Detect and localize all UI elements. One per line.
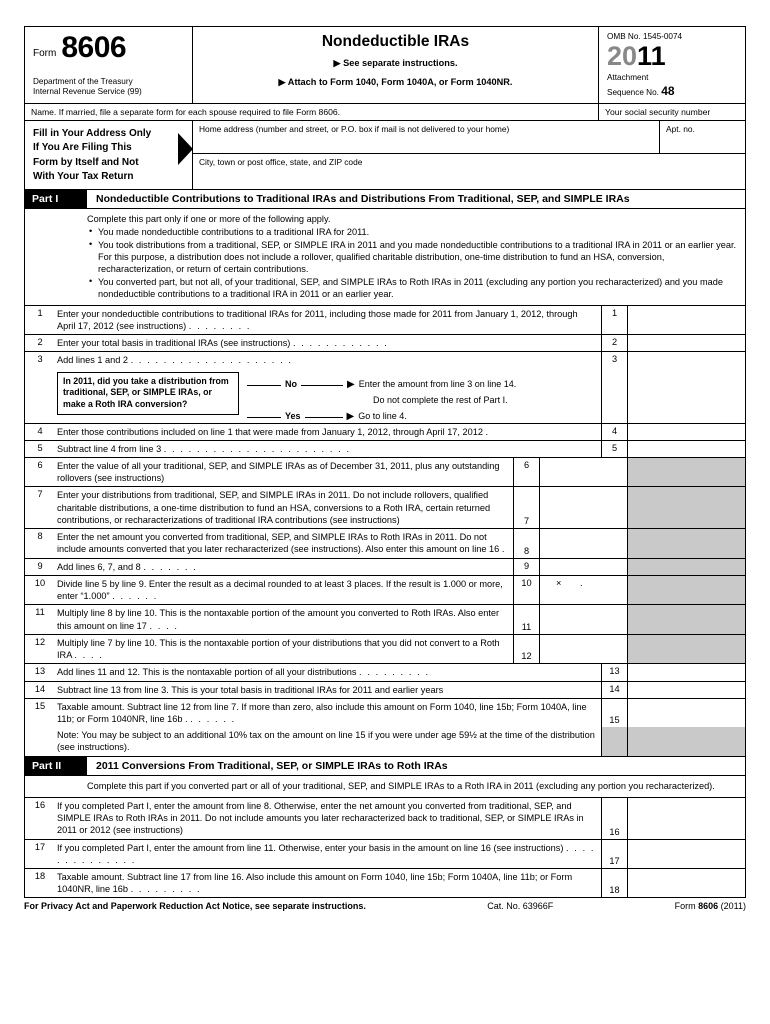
line-13-label: Add lines 11 and 12. This is the nontaxable portion of all your distributions [57, 667, 357, 678]
line-9-label: Add lines 6, 7, and 8 [57, 561, 141, 572]
line-2-label: Enter your total basis in traditional IRAs (see instructions) [57, 338, 291, 349]
form-header [24, 26, 746, 103]
line-9-shaded-cell [627, 559, 745, 575]
line-15-text [55, 699, 601, 727]
part1-note: Note: You may be subject to an additional 10% tax on the amount on line 15 if you were under age 59½ at the time of the distribution (see instructions). [57, 730, 595, 753]
line-17-text [55, 840, 601, 868]
distribution-question-row [25, 369, 745, 423]
part1-note-row [25, 727, 745, 755]
line-10-row [25, 575, 745, 604]
line-3-number: 3 [37, 354, 43, 365]
line-1-label: Enter your nondeductible contributions to traditional IRAs for 2011, including those made for 2011 from January 1, 2012, through April 17, 2012 (see instructions) [57, 308, 578, 331]
line-18-label: Taxable amount. Subtract line 17 from line 16. Also include this amount on Form 1040, line 15b; Form 1040A, line 11b; or Form 1040NR, line 16b [57, 871, 573, 895]
line-11-label: Multiply line 8 by line 10. This is the nontaxable portion of the amount you converted to Roth IRAs. Also enter this amount on line 17 [57, 608, 500, 631]
line-5-text [55, 441, 601, 457]
line-5-amount-input[interactable] [627, 441, 745, 457]
flowchart-branches [247, 371, 577, 426]
line-1-dots: . . . . . . . . [188, 320, 252, 331]
line-8-text [55, 529, 513, 557]
part1-bullet-1: • You made nondeductible contributions to a traditional IRA for 2011. [87, 226, 737, 238]
tax-year-prefix: 20 [607, 41, 638, 71]
line-2-text [55, 335, 601, 351]
tax-year-suffix: 11 [637, 41, 666, 71]
line-11-number: 11 [35, 607, 45, 618]
line-17-dots: . . . . . . . . . . . . . . [57, 842, 596, 865]
line-16-box-number: 16 [601, 798, 627, 839]
line-14-text [55, 682, 601, 698]
line-10-decimal-input[interactable] [539, 576, 627, 604]
line-13-text [55, 664, 601, 680]
line-17-amount-input[interactable] [627, 840, 745, 868]
line-2-amount-input[interactable] [627, 335, 745, 351]
line-3-text [55, 352, 601, 368]
line-15-box-number: 15 [601, 699, 627, 727]
line-1-row [25, 305, 745, 334]
line-6-number: 6 [37, 459, 43, 470]
address-instruction-line-3: Form by Itself and Not [33, 156, 139, 168]
line-9-dots: . . . . . . . [143, 561, 198, 572]
distribution-question-box: In 2011, did you take a distribution from traditional, SEP, or SIMPLE IRAs, or make a Roth IRA conversion? [57, 372, 239, 416]
line-7-amount-input[interactable] [539, 487, 627, 528]
line-14-amount-input[interactable] [627, 682, 745, 698]
name-field-label[interactable]: Name. If married, file a separate form for each spouse required to file Form 8606. [25, 104, 599, 120]
attachment-seq-number: 48 [661, 83, 675, 98]
line-8-label: Enter the net amount you converted from traditional, SEP, and SIMPLE IRAs to Roth IRAs in 2011. Do not include amounts converted that you later recharacterized (see instructions). Also enter this amount on line 16 . [57, 532, 505, 555]
arrow-right-icon: ▶ [347, 379, 355, 391]
line-11-row [25, 604, 745, 633]
line-7-row [25, 486, 745, 528]
arrow-right-icon-2: ▶ [346, 411, 355, 423]
line-4-label: Enter those contributions included on line 1 that were made from January 1, 2012, through April 17, 2012 . [57, 426, 489, 437]
line-13-box-number: 13 [601, 664, 627, 680]
line-12-dots: . . . . [74, 650, 104, 661]
line-11-box-number: 11 [513, 605, 539, 633]
line-17-number: 17 [34, 841, 46, 852]
part1-intro [25, 209, 745, 305]
flow-no-result-1: Enter the amount from line 3 on line 14. [358, 379, 517, 390]
apt-no-field[interactable]: Apt. no. [659, 121, 745, 153]
line-15-dots: . . . . . . [190, 713, 236, 724]
line-6-box-number: 6 [513, 458, 539, 486]
line-11-shaded-cell [627, 605, 745, 633]
line-2-row [25, 334, 745, 351]
no-branch-line [247, 385, 281, 386]
note-spacer [25, 727, 55, 755]
part1-bullet-3: • You converted part, but not all, of your traditional, SEP, and SIMPLE IRAs to Roth IRAs in 2011 (excluding any portion you recharacterized) and you made nondeductible contributions to a traditional IRA in 2011 or an earlier year. [87, 276, 737, 300]
line-1-number: 1 [37, 307, 43, 318]
address-block [24, 121, 746, 190]
line-17-row [25, 839, 745, 868]
line-16-amount-input[interactable] [627, 798, 745, 839]
header-omb-block [599, 27, 745, 103]
no-branch-line-2 [301, 385, 343, 386]
line-8-amount-input[interactable] [539, 529, 627, 557]
line-11-amount-input[interactable] [539, 605, 627, 633]
flow-no-result-2: Do not complete the rest of Part I. [373, 394, 508, 405]
footer-form-year: (2011) [720, 901, 746, 912]
line-18-text [55, 869, 601, 897]
line-10-box-number: 10 [513, 576, 539, 604]
line-18-amount-input[interactable] [627, 869, 745, 897]
line-9-number: 9 [37, 560, 43, 571]
line-16-label: If you completed Part I, enter the amount from line 8. Otherwise, enter the net amount you converted from traditional, SEP, and SIMPLE IRAs to Roth IRAs in 2011. Do not include amounts you later recharacterized back to traditional, SEP, or SIMPLE IRAs in 2011 or 2012 (see instructions) [57, 800, 584, 836]
line-16-number: 16 [34, 799, 46, 810]
line-3-amount-input[interactable] [627, 352, 745, 368]
catalog-number: Cat. No. 63966F [487, 901, 554, 912]
line-12-box-number: 12 [513, 635, 539, 663]
line-4-amount-input[interactable] [627, 424, 745, 440]
line-10-decimal-point: . [580, 577, 583, 588]
address-instruction-line-2: If You Are Filing This [33, 142, 132, 154]
name-ssn-bar [24, 103, 746, 121]
part1-body [24, 209, 746, 757]
line-6-shaded-cell [627, 458, 745, 486]
line-3-row [25, 351, 745, 368]
department-line-2: Internal Revenue Service (99) [33, 87, 142, 97]
note-shaded-cell [627, 727, 745, 755]
attachment-seq-label: Sequence No. [607, 87, 659, 97]
line-8-shaded-cell [627, 529, 745, 557]
omb-number: OMB No. 1545-0074 [607, 32, 683, 41]
line-14-number: 14 [34, 683, 46, 694]
line-3-box-number: 3 [601, 352, 627, 368]
part2-body [24, 776, 746, 899]
line-15-row [25, 698, 745, 727]
flow-yes-result: Go to line 4. [358, 411, 407, 422]
flow-box-spacer [601, 369, 627, 423]
line-9-box-number: 9 [513, 559, 539, 575]
header-title-block [193, 27, 599, 103]
attach-to-note: ▶ Attach to Form 1040, Form 1040A, or Form 1040NR. [278, 77, 513, 87]
form-number: 8606 [61, 31, 127, 64]
line-8-row [25, 528, 745, 557]
line-4-text [55, 424, 601, 440]
see-instructions-note: ▶ See separate instructions. [333, 58, 458, 68]
line-13-number: 13 [34, 666, 46, 677]
part2-label: Part II [25, 757, 87, 775]
part1-label: Part I [25, 190, 87, 208]
part1-bar [24, 190, 746, 209]
line-4-box-number: 4 [601, 424, 627, 440]
header-form-id [25, 27, 193, 103]
line-2-number: 2 [37, 337, 43, 348]
line-10-shaded-cell [627, 576, 745, 604]
line-10-text [55, 576, 513, 604]
line-11-text [55, 605, 513, 633]
flowchart [55, 369, 601, 423]
line-18-row [25, 868, 745, 897]
part2-intro-text: Complete this part if you converted part or all of your traditional, SEP, and SIMPLE IRAs to a Roth IRA in 2011 (excluding any portion you recharacterized). [87, 780, 715, 791]
line-18-number: 18 [34, 870, 46, 881]
line-13-amount-input[interactable] [627, 664, 745, 680]
line-1-text [55, 306, 601, 334]
line-10-label: Divide line 5 by line 9. Enter the result as a decimal rounded to at least 3 places. If the result is 1.000 or more, enter “1.000” [57, 578, 503, 602]
part1-intro-text: Complete this part only if one or more of the following apply. [87, 213, 331, 224]
line-6-text [55, 458, 513, 486]
form-word: Form [33, 48, 57, 59]
address-instruction-line-4: With Your Tax Return [33, 171, 134, 183]
line-3-label: Add lines 1 and 2 [57, 355, 129, 366]
line-10-number: 10 [34, 577, 46, 588]
line-11-dots: . . . . [149, 620, 179, 631]
flow-spacer [25, 369, 55, 423]
line-7-box-number: 7 [513, 487, 539, 528]
line-1-amount-input[interactable] [627, 306, 745, 334]
line-6-row [25, 457, 745, 486]
ssn-field-label[interactable]: Your social security number [605, 106, 711, 117]
line-14-label: Subtract line 13 from line 3. This is your total basis in traditional IRAs for 2011 and earlier years [57, 684, 444, 695]
part2-bar [24, 757, 746, 776]
attachment-label: Attachment [607, 73, 649, 83]
line-4-number: 4 [37, 425, 43, 436]
address-instruction-line-1: Fill in Your Address Only [33, 127, 152, 139]
arrow-icon [178, 133, 193, 165]
footer-form-id [675, 901, 746, 911]
line-12-number: 12 [34, 636, 46, 647]
line-14-row [25, 681, 745, 698]
flow-amount-spacer [627, 369, 745, 423]
note-shaded-box [601, 727, 627, 755]
form-title: Nondeductible IRAs [321, 33, 470, 50]
line-7-number: 7 [37, 489, 43, 500]
line-6-label: Enter the value of all your traditional, SEP, and SIMPLE IRAs as of December 31, 2011, plus any outstanding rollovers (see instructions) [57, 460, 500, 484]
line-18-dots: . . . . . . . . . [130, 884, 202, 895]
line-1-box-number: 1 [601, 306, 627, 334]
line-5-dots: . . . . . . . . . . . . . . . . . . . . . . . [163, 443, 351, 454]
line-10-multiply-sign: × [556, 577, 562, 588]
line-2-dots: . . . . . . . . . . . . [292, 338, 389, 349]
line-3-dots: . . . . . . . . . . . . . . . . . . . . [130, 355, 293, 366]
footer-form-number: 8606 [698, 901, 719, 912]
line-12-label: Multiply line 7 by line 10. This is the nontaxable portion of your distributions that you did not convert to a Roth IRA [57, 637, 500, 661]
line-7-text [55, 487, 513, 528]
home-address-field[interactable]: Home address (number and street, or P.O. box if mail is not delivered to your home) [199, 123, 510, 134]
tax-year [607, 42, 739, 70]
line-15-label: Taxable amount. Subtract line 12 from line 7. If more than zero, also include this amount on Form 1040, line 15b; Form 1040A, line 11b; or Form 1040NR, line 16b . [57, 701, 587, 724]
line-10-dots: . . . . . . [112, 591, 158, 602]
line-15-number: 15 [34, 700, 46, 711]
line-12-text [55, 635, 513, 663]
flow-yes-label: Yes [285, 411, 301, 422]
line-13-row [25, 663, 745, 680]
line-6-amount-input[interactable] [539, 458, 627, 486]
line-5-box-number: 5 [601, 441, 627, 457]
line-17-label: If you completed Part I, enter the amount from line 11. Otherwise, enter your basis in the amount on line 16 (see instructions) [57, 842, 564, 853]
line-12-amount-input[interactable] [539, 635, 627, 663]
part1-title: Nondeductible Contributions to Traditional IRAs and Distributions From Traditional, SEP, and SIMPLE IRAs [96, 192, 630, 205]
line-5-number: 5 [37, 442, 43, 453]
form-footer [24, 901, 746, 911]
line-9-text [55, 559, 513, 575]
privacy-notice: For Privacy Act and Paperwork Reduction Act Notice, see separate instructions. [24, 901, 366, 912]
yes-branch-line [247, 417, 281, 418]
line-9-row [25, 558, 745, 575]
line-8-box-number: 8 [513, 529, 539, 557]
flow-no-label: No [285, 379, 297, 390]
part1-bullet-2: • You took distributions from a traditional, SEP, or SIMPLE IRA in 2011 and you made nondeductible contributions to a traditional IRA in 2011 or an earlier year. For this purpose, a distribution does not include a rollover, qualified charitable distribution, one-time distribution to fund an HSA, conversion, recharacterization, or return of certain contributions. [87, 239, 737, 275]
line-5-label: Subtract line 4 from line 3 [57, 443, 162, 454]
line-16-text [55, 798, 601, 839]
yes-branch-line-2 [305, 417, 343, 418]
line-14-box-number: 14 [601, 682, 627, 698]
line-2-box-number: 2 [601, 335, 627, 351]
line-13-dots: . . . . . . . . . [359, 667, 430, 678]
line-7-shaded-cell [627, 487, 745, 528]
line-17-box-number: 17 [601, 840, 627, 868]
department-line-1: Department of the Treasury [33, 77, 133, 86]
line-12-row [25, 634, 745, 663]
line-15-amount-input[interactable] [627, 699, 745, 727]
part2-intro [25, 776, 745, 797]
line-5-row [25, 440, 745, 457]
line-16-row [25, 797, 745, 839]
line-7-label: Enter your distributions from traditional, SEP, and SIMPLE IRAs in 2011. Do not include rollovers, qualified charitable distributions, a one-time distribution to fund an HSA, conversions to a Roth IRA, certain returned contributions, or recharacterizations of traditional IRA contributions (see instructions) [57, 490, 491, 525]
line-9-amount-input[interactable] [539, 559, 627, 575]
line-8-number: 8 [37, 531, 43, 542]
line-18-box-number: 18 [601, 869, 627, 897]
address-instruction [25, 121, 193, 189]
footer-form-word: Form [674, 901, 696, 912]
city-state-zip-field[interactable]: City, town or post office, state, and ZIP code [199, 156, 363, 167]
part2-title: 2011 Conversions From Traditional, SEP, or SIMPLE IRAs to Roth IRAs [96, 759, 448, 772]
line-12-shaded-cell [627, 635, 745, 663]
